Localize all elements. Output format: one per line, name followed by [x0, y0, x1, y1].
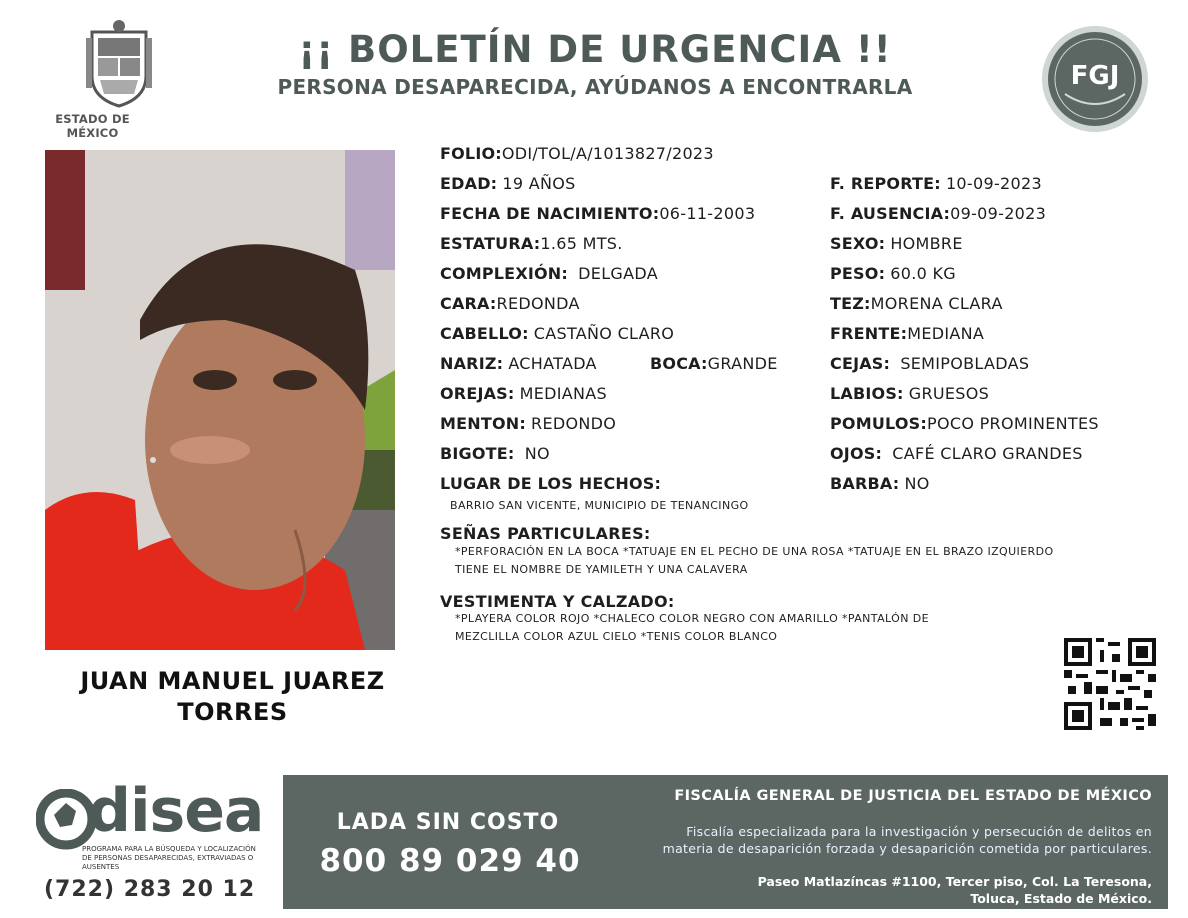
- person-name-line2: TORRES: [177, 698, 288, 726]
- state-label: ESTADO DE MÉXICO: [55, 112, 130, 140]
- field-cara: CARA:REDONDA: [440, 294, 580, 313]
- field-fecha-reporte: F. REPORTE: 10-09-2023: [830, 174, 1042, 193]
- fgj-description: Fiscalía especializada para la investigación y persecución de delitos en materia de desaparición forzada y desaparición cometida por particulares.: [662, 824, 1152, 856]
- odisea-logo: [30, 775, 280, 910]
- lada-title: LADA SIN COSTO: [336, 810, 560, 835]
- field-ojos: OJOS: CAFÉ CLARO GRANDES: [830, 444, 1083, 463]
- estado-de-mexico-logo: [30, 18, 155, 140]
- senas-heading: SEÑAS PARTICULARES:: [440, 524, 651, 543]
- bulletin-subtitle: PERSONA DESAPARECIDA, AYÚDANOS A ENCONTRARLA: [277, 75, 913, 99]
- field-frente: FRENTE:MEDIANA: [830, 324, 985, 343]
- field-edad: EDAD: 19 AÑOS: [440, 174, 576, 193]
- field-boca: BOCA:GRANDE: [650, 354, 778, 373]
- field-bigote: BIGOTE: NO: [440, 444, 550, 463]
- person-name-line1: JUAN MANUEL JUAREZ: [80, 667, 385, 695]
- field-estatura: ESTATURA:1.65 MTS.: [440, 234, 623, 253]
- person-photo: [45, 150, 395, 650]
- field-cabello: CABELLO: CASTAÑO CLARO: [440, 324, 675, 343]
- field-menton: MENTON: REDONDO: [440, 414, 617, 433]
- field-tez: TEZ:MORENA CLARA: [830, 294, 1003, 313]
- fgj-address: Paseo Matlazíncas #1100, Tercer piso, Col. La Teresona, Toluca, Estado de México.: [757, 874, 1152, 906]
- senas-line2: TIENE EL NOMBRE DE YAMILETH Y UNA CALAVERA: [455, 563, 748, 576]
- field-lugar-hechos: LUGAR DE LOS HECHOS:: [440, 474, 662, 493]
- vestimenta-line2: MEZCLILLA COLOR AZUL CIELO *TENIS COLOR BLANCO: [455, 630, 778, 643]
- field-orejas: OREJAS: MEDIANAS: [440, 384, 607, 403]
- field-folio: FOLIO:ODI/TOL/A/1013827/2023: [440, 144, 714, 163]
- person-name: [45, 666, 420, 728]
- lada-phone-number[interactable]: 800 89 029 40: [319, 843, 581, 879]
- qr-code-icon[interactable]: [1064, 638, 1156, 730]
- field-complexion: COMPLEXIÓN: DELGADA: [440, 264, 658, 283]
- field-nariz: NARIZ: ACHATADA: [440, 354, 597, 373]
- field-fecha-ausencia: F. AUSENCIA:09-09-2023: [830, 204, 1047, 223]
- bulletin-title: ¡¡ BOLETÍN DE URGENCIA !!: [298, 28, 892, 71]
- vestimenta-line1: *PLAYERA COLOR ROJO *CHALECO COLOR NEGRO CON AMARILLO *PANTALÓN DE: [455, 612, 929, 625]
- field-pomulos: POMULOS:POCO PROMINENTES: [830, 414, 1099, 433]
- odisea-phone[interactable]: (722) 283 20 12: [44, 877, 256, 902]
- coat-of-arms-icon: [82, 18, 156, 108]
- fgj-name: FISCALÍA GENERAL DE JUSTICIA DEL ESTADO DE MÉXICO: [674, 788, 1152, 804]
- field-labios: LABIOS: GRUESOS: [830, 384, 990, 403]
- field-fecha-nacimiento: FECHA DE NACIMIENTO:06-11-2003: [440, 204, 756, 223]
- senas-line1: *PERFORACIÓN EN LA BOCA *TATUAJE EN EL PECHO DE UNA ROSA *TATUAJE EN EL BRAZO IZQUIERDO: [455, 545, 1054, 558]
- field-sexo: SEXO: HOMBRE: [830, 234, 963, 253]
- odisea-word: disea: [88, 776, 264, 846]
- field-peso: PESO: 60.0 KG: [830, 264, 956, 283]
- vestimenta-heading: VESTIMENTA Y CALZADO:: [440, 592, 675, 611]
- odisea-description: PROGRAMA PARA LA BÚSQUEDA Y LOCALIZACIÓN DE PERSONAS DESAPARECIDAS, EXTRAVIADAS O AUSENTES: [82, 845, 256, 871]
- seal-text: FGJ: [1070, 61, 1120, 91]
- field-barba: BARBA: NO: [830, 474, 930, 493]
- fgj-seal-icon: [1040, 24, 1150, 134]
- lugar-hechos-value: BARRIO SAN VICENTE, MUNICIPIO DE TENANCINGO: [450, 499, 749, 512]
- field-cejas: CEJAS: SEMIPOBLADAS: [830, 354, 1030, 373]
